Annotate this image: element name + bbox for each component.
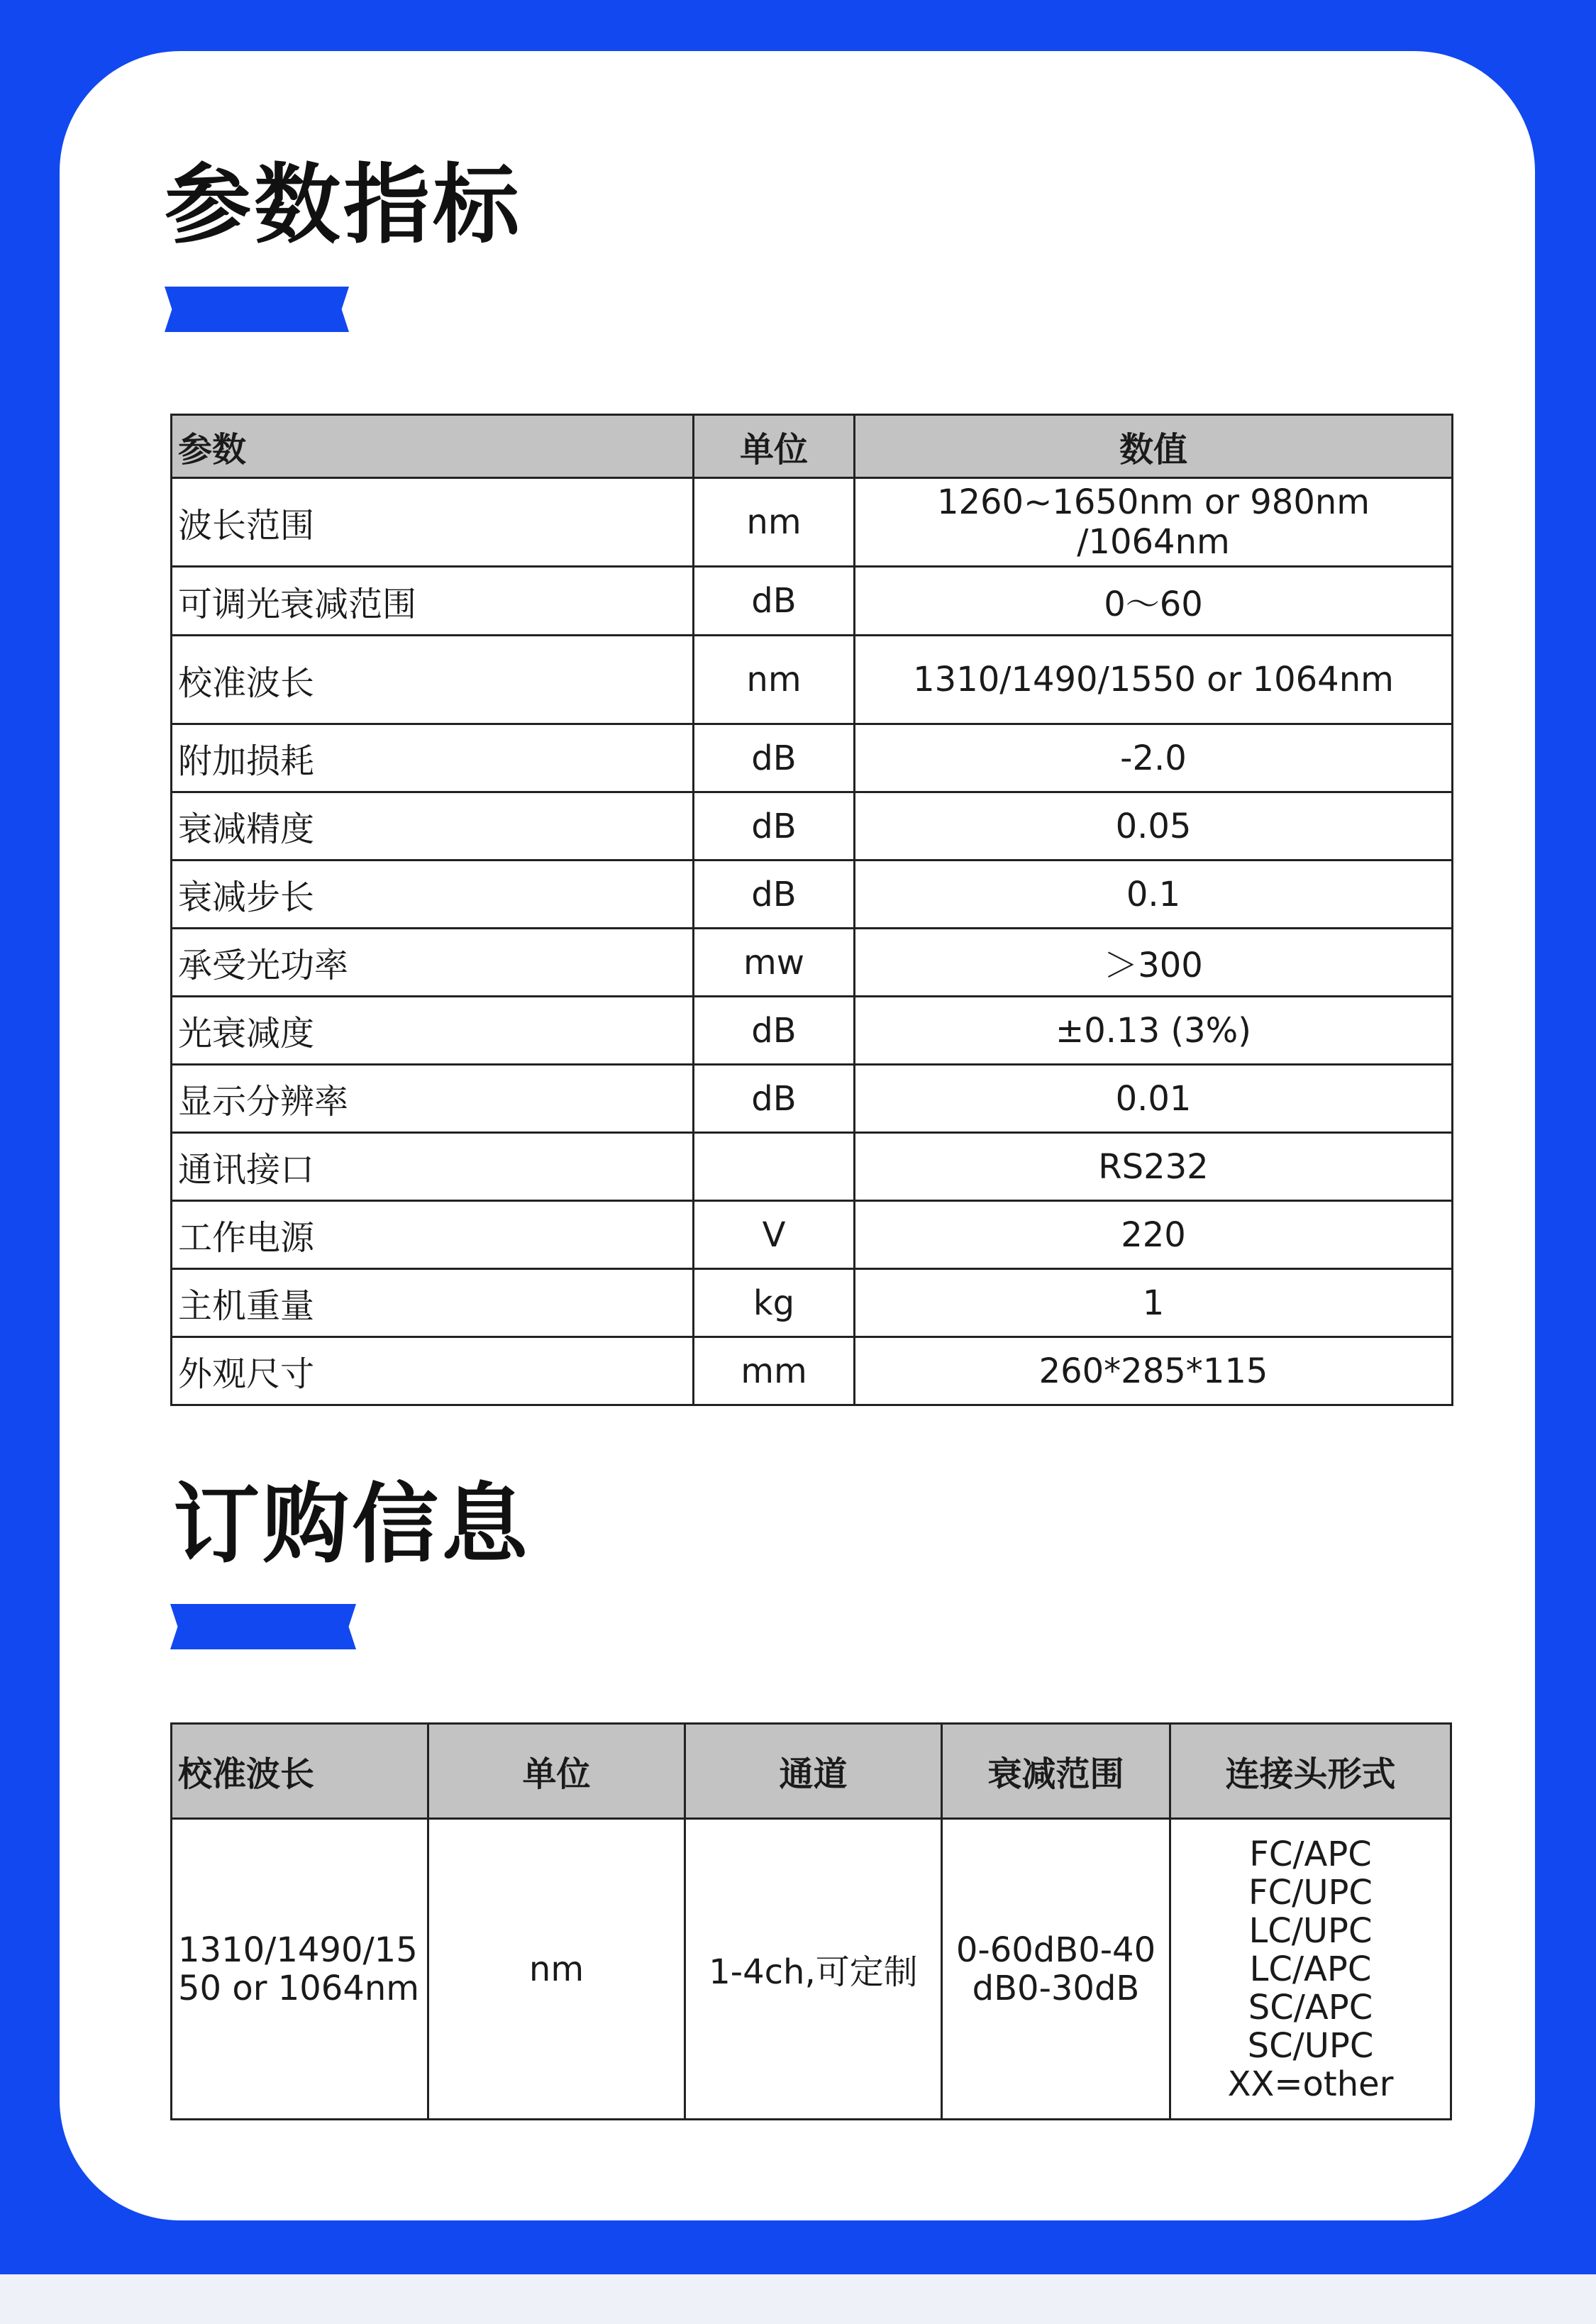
spec-table-row (172, 724, 1453, 792)
order-header-wavelength: 校准波长 (172, 1724, 428, 1819)
spec-cell-param: 衰减步长 (172, 861, 694, 929)
spec-cell-value: ±0.13 (3%) (855, 997, 1453, 1065)
spec-table-header-row (172, 415, 1453, 478)
spec-table-row (172, 636, 1453, 724)
connector-item: LC/APC (1249, 1949, 1372, 1989)
order-range-line2: dB0-30dB (972, 1968, 1140, 2008)
spec-cell-value: 0.1 (855, 861, 1453, 929)
spec-cell-value: 0.05 (855, 792, 1453, 861)
order-range-line1: 0-60dB0-40 (955, 1930, 1156, 1970)
spec-cell-param: 可调光衰减范围 (172, 567, 694, 636)
spec-cell-unit: dB (694, 861, 855, 929)
spec-cell-value: 260*285*115 (855, 1337, 1453, 1405)
connector-item: SC/UPC (1247, 2025, 1374, 2066)
order-table-row (172, 1819, 1451, 2120)
spec-table-row (172, 1337, 1453, 1405)
spec-cell-unit (694, 1133, 855, 1201)
spec-cell-unit: V (694, 1201, 855, 1269)
order-cell-wavelength (172, 1819, 428, 2120)
spec-table-row (172, 792, 1453, 861)
spec-table-row (172, 997, 1453, 1065)
spec-cell-param: 光衰减度 (172, 997, 694, 1065)
spec-cell-value: ＞300 (855, 929, 1453, 997)
order-wavelength-line1: 1310/1490/15 (178, 1930, 418, 1970)
spec-cell-param: 承受光功率 (172, 929, 694, 997)
spec-cell-unit: nm (694, 478, 855, 567)
spec-cell-value: 1 (855, 1269, 1453, 1337)
spec-cell-value: 1310/1490/1550 or 1064nm (855, 636, 1453, 724)
order-cell-unit: nm (428, 1819, 685, 2120)
spec-cell-param: 校准波长 (172, 636, 694, 724)
spec-cell-value: -2.0 (855, 724, 1453, 792)
spec-cell-unit: nm (694, 636, 855, 724)
order-section-title: 订购信息 (173, 1474, 531, 1575)
connector-item: LC/UPC (1248, 1910, 1373, 1951)
spec-table-row (172, 567, 1453, 636)
page-footer-strip (0, 2274, 1596, 2324)
spec-header-param: 参数 (172, 415, 694, 478)
spec-cell-param: 衰减精度 (172, 792, 694, 861)
order-cell-channel: 1-4ch,可定制 (685, 1819, 942, 2120)
order-header-range: 衰减范围 (942, 1724, 1170, 1819)
connector-item: FC/APC (1249, 1834, 1372, 1874)
order-title-underline (170, 1604, 356, 1649)
spec-cell-unit: dB (694, 724, 855, 792)
spec-cell-value: 0～60 (855, 567, 1453, 636)
spec-header-unit: 单位 (694, 415, 855, 478)
order-cell-connectors (1170, 1819, 1451, 2120)
spec-table-row (172, 1065, 1453, 1133)
spec-cell-value: 1260~1650nm or 980nm /1064nm (855, 478, 1453, 567)
spec-table-row (172, 1133, 1453, 1201)
spec-cell-param: 主机重量 (172, 1269, 694, 1337)
spec-table (170, 414, 1453, 1406)
spec-cell-param: 通讯接口 (172, 1133, 694, 1201)
spec-table-row (172, 929, 1453, 997)
spec-table-row (172, 478, 1453, 567)
spec-cell-param: 外观尺寸 (172, 1337, 694, 1405)
spec-cell-param: 波长范围 (172, 478, 694, 567)
spec-cell-unit: kg (694, 1269, 855, 1337)
spec-cell-value: 0.01 (855, 1065, 1453, 1133)
spec-cell-param: 工作电源 (172, 1201, 694, 1269)
spec-cell-param: 显示分辨率 (172, 1065, 694, 1133)
spec-title-underline (165, 287, 349, 332)
spec-cell-unit: mm (694, 1337, 855, 1405)
spec-cell-unit: dB (694, 1065, 855, 1133)
order-table-header-row (172, 1724, 1451, 1819)
spec-cell-param: 附加损耗 (172, 724, 694, 792)
spec-cell-unit: dB (694, 567, 855, 636)
spec-cell-value: RS232 (855, 1133, 1453, 1201)
order-header-connector: 连接头形式 (1170, 1724, 1451, 1819)
spec-cell-unit: dB (694, 792, 855, 861)
order-wavelength-line2: 50 or 1064nm (178, 1968, 420, 2008)
order-cell-range (942, 1819, 1170, 2120)
spec-cell-unit: mw (694, 929, 855, 997)
order-table (170, 1722, 1452, 2120)
order-header-unit: 单位 (428, 1724, 685, 1819)
spec-table-row (172, 1269, 1453, 1337)
spec-cell-unit: dB (694, 997, 855, 1065)
connector-item: XX=other (1227, 2064, 1394, 2104)
spec-header-value: 数值 (855, 415, 1453, 478)
connector-item: FC/UPC (1248, 1872, 1373, 1913)
spec-cell-value: 220 (855, 1201, 1453, 1269)
order-header-channel: 通道 (685, 1724, 942, 1819)
spec-table-row (172, 861, 1453, 929)
connector-item: SC/APC (1248, 1987, 1373, 2027)
spec-section-title: 参数指标 (165, 155, 522, 255)
spec-table-row (172, 1201, 1453, 1269)
